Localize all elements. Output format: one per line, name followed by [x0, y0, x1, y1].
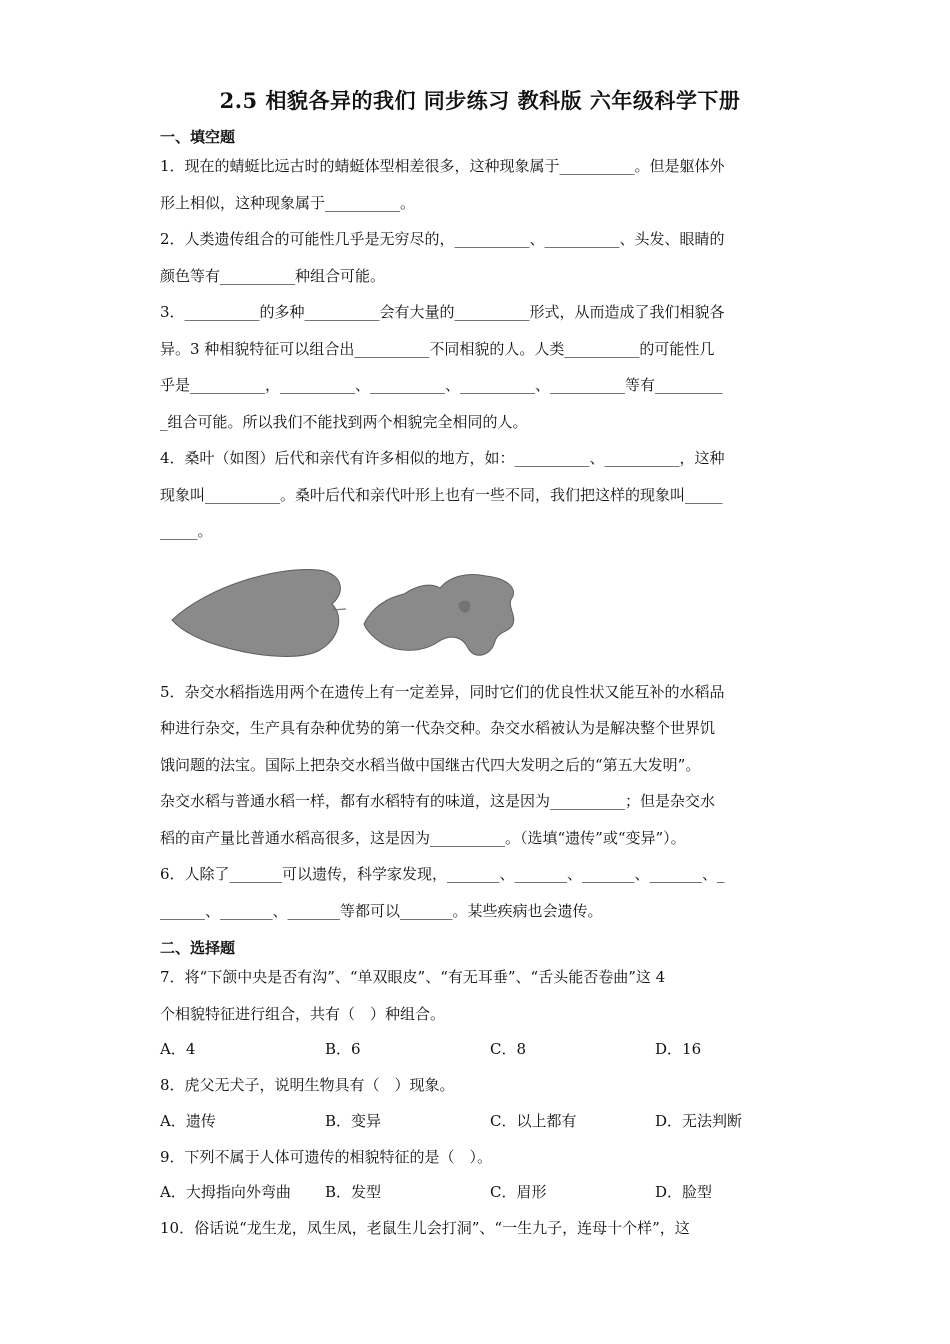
- question-8-options: [160, 1104, 790, 1139]
- option-d[interactable]: D．16: [655, 1040, 702, 1058]
- question-line: 种进行杂交，生产具有杂种优势的第一代杂交种。杂交水稻被认为是解决整个世界饥: [160, 719, 716, 737]
- question-6: [160, 856, 790, 929]
- question-line: 6．人除了_______可以遗传，科学家发现，_______、_______、_______、_______、_: [160, 865, 725, 883]
- question-line: 8．虎父无犬子，说明生物具有（ ）现象。: [160, 1076, 455, 1094]
- question-line: 异。3 种相貌特征可以组合出__________不同相貌的人。人类__________的可能性几: [160, 339, 715, 358]
- mulberry-leaf-parent-icon: [172, 569, 346, 656]
- worksheet-page: [160, 84, 790, 1247]
- option-d[interactable]: D．脸型: [655, 1183, 713, 1201]
- question-line: 形上相似，这种现象属于__________。: [160, 193, 416, 212]
- question-line: 个相貌特征进行组合，共有（ ）种组合。: [160, 1004, 446, 1023]
- question-1: [160, 148, 790, 221]
- question-line: _____。: [160, 522, 213, 540]
- option-c[interactable]: C．8: [490, 1040, 527, 1058]
- section-fill-in: 一、填空题: [160, 128, 236, 146]
- option-d[interactable]: D．无法判断: [655, 1111, 743, 1130]
- question-2: [160, 221, 790, 294]
- question-line: _组合可能。所以我们不能找到两个相貌完全相同的人。: [160, 412, 528, 431]
- leaf-illustration: [168, 564, 528, 664]
- question-line: 1．现在的蜻蜓比远古时的蜻蜓体型相差很多，这种现象属于__________。但是躯体外: [160, 157, 725, 175]
- option-b[interactable]: B．变异: [325, 1111, 382, 1130]
- question-9-options: [160, 1175, 790, 1210]
- mulberry-leaf-figure: [160, 556, 790, 668]
- question-line: 9．下列不属于人体可遗传的相貌特征的是（ ）。: [160, 1147, 493, 1166]
- question-line: 4．桑叶（如图）后代和亲代有许多相似的地方，如：__________、__________，这种: [160, 449, 725, 467]
- question-line: ______、_______、_______等都可以_______。某些疾病也会遗传。: [160, 901, 603, 920]
- question-3: [160, 294, 790, 440]
- question-line: 10．俗话说“龙生龙，凤生凤，老鼠生儿会打洞”、“一生九子，连母十个样”，这: [160, 1219, 690, 1237]
- question-line: 现象叫__________。桑叶后代和亲代叶形上也有一些不同，我们把这样的现象叫_____: [160, 485, 723, 504]
- question-line: 乎是__________，__________、__________、__________、__________等有_________: [160, 376, 723, 394]
- question-line: 饿问题的法宝。国际上把杂交水稻当做中国继古代四大发明之后的“第五大发明”。: [160, 755, 701, 774]
- question-line: 2．人类遗传组合的可能性几乎是无穷尽的，__________、__________、头发、眼睛的: [160, 230, 725, 248]
- option-c[interactable]: C．眉形: [490, 1183, 547, 1201]
- option-c[interactable]: C．以上都有: [490, 1111, 577, 1130]
- question-line: 稻的亩产量比普通水稻高很多，这是因为__________。（选填“遗传”或“变异”）。: [160, 828, 686, 847]
- question-line: 颜色等有__________种组合可能。: [160, 266, 386, 285]
- question-line: 杂交水稻与普通水稻一样，都有水稻特有的味道，这是因为__________；但是杂交水: [160, 792, 716, 810]
- question-line: 7．将“下颌中央是否有沟”、“单双眼皮”、“有无耳垂”、“舌头能否卷曲”这 4: [160, 968, 666, 986]
- section-multiple-choice: 二、选择题: [160, 939, 236, 957]
- question-10: [160, 1210, 790, 1247]
- mulberry-leaf-offspring-icon: [364, 574, 514, 655]
- question-7: [160, 959, 790, 1032]
- option-a[interactable]: A．4: [160, 1040, 196, 1058]
- option-b[interactable]: B．发型: [325, 1183, 382, 1201]
- question-5: [160, 674, 790, 857]
- question-4: [160, 440, 790, 550]
- question-line: 3．__________的多种__________会有大量的__________形式，从而造成了我们相貌各: [160, 303, 725, 321]
- option-a[interactable]: A．遗传: [160, 1111, 216, 1130]
- question-8: [160, 1067, 790, 1104]
- question-9: [160, 1139, 790, 1176]
- option-a[interactable]: A．大拇指向外弯曲: [160, 1183, 291, 1201]
- worksheet-title: 2.5 相貌各异的我们 同步练习 教科版 六年级科学下册: [219, 88, 741, 113]
- option-b[interactable]: B．6: [325, 1040, 361, 1058]
- question-line: 5．杂交水稻指选用两个在遗传上有一定差异，同时它们的优良性状又能互补的水稻品: [160, 682, 725, 701]
- question-7-options: [160, 1032, 790, 1067]
